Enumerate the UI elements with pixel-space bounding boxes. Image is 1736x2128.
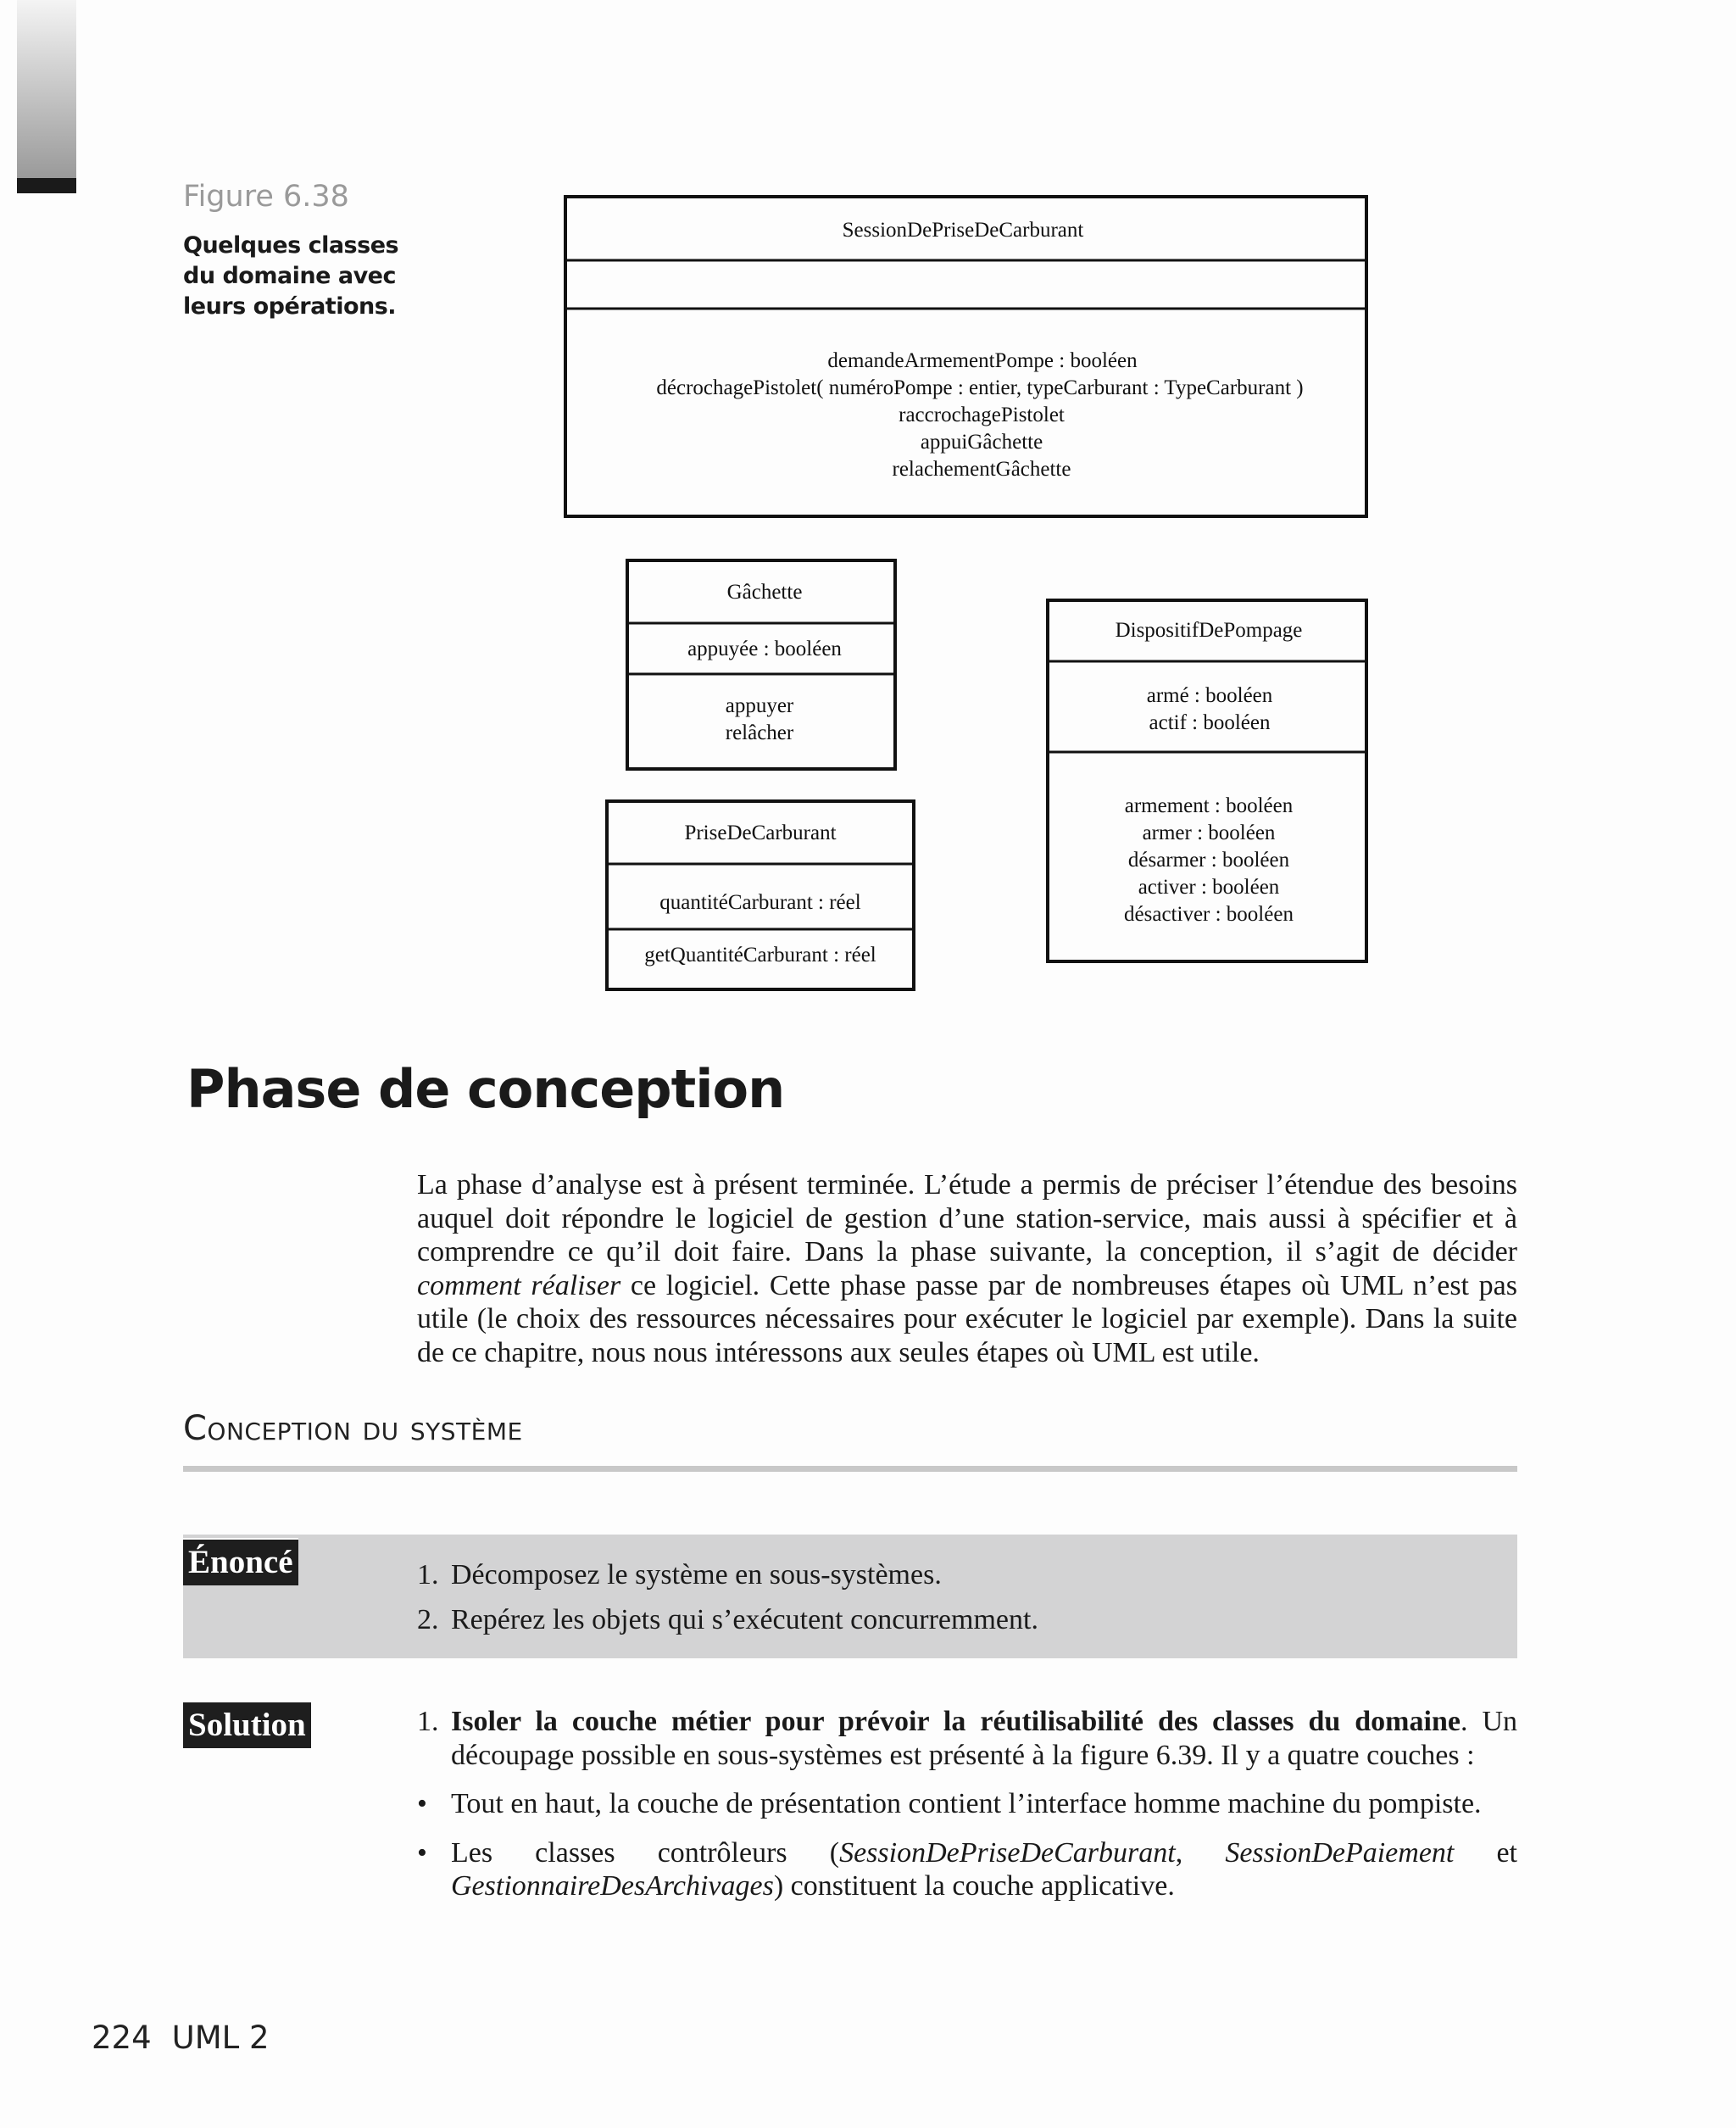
intro-text: La phase d’analyse est à présent terminée. L’étude a permis de préciser l’étendue des besoins auquel doit répondre le logiciel de gestion d’une station-service, mais aussi à spécifier et à comprendre ce qu’il doit faire. Dans la phase suivante, la conception, il s’agit de décider bbox=[417, 1169, 1517, 1268]
list-number: 1. bbox=[417, 1559, 439, 1590]
bullet-text-emphasis: GestionnaireDesArchivages bbox=[451, 1870, 774, 1902]
bullet-item bbox=[417, 1836, 1517, 1903]
class-operation: armer : booléen bbox=[1142, 822, 1276, 844]
intro-paragraph bbox=[417, 1168, 1517, 1370]
list-text: Décomposez le système en sous-systèmes. bbox=[451, 1559, 942, 1590]
class-operation: demandeArmementPompe : booléen bbox=[827, 349, 1138, 372]
enonce-tag: Énoncé bbox=[183, 1538, 298, 1585]
bullet-text bbox=[451, 1836, 1517, 1903]
class-name: SessionDePriseDeCarburant bbox=[842, 219, 1084, 242]
list-item bbox=[417, 1558, 1494, 1592]
intro-text: ce logiciel. Cette phase passe par de nombreuses étapes où UML n’est pas utile (le choix des ressources nécessaires pour exécuter le logiciel par exemple). Dans la suite de ce chapitre, nous nous intéressons aux seules étapes où UML est utile. bbox=[417, 1269, 1517, 1368]
list-text-rest: . Un découpage possible en sous-systèmes est présenté à la figure 6.39. Il y a quatre couches : bbox=[451, 1706, 1517, 1771]
class-name: Gâchette bbox=[726, 581, 803, 604]
class-operation: getQuantitéCarburant : réel bbox=[644, 944, 876, 967]
class-operation: appuyer bbox=[725, 694, 794, 717]
page-footer bbox=[92, 2019, 290, 2056]
class-operation: armement : booléen bbox=[1124, 794, 1294, 817]
class-name: PriseDeCarburant bbox=[684, 822, 837, 844]
class-operation: activer : booléen bbox=[1138, 876, 1280, 899]
figure-caption-line: du domaine avec bbox=[183, 263, 397, 289]
bullet-text-part: Les classes contrôleurs ( bbox=[451, 1836, 840, 1869]
bullet-text-part: , bbox=[1175, 1836, 1226, 1869]
list-text bbox=[451, 1705, 1517, 1772]
subsection-title: Conception du système bbox=[183, 1409, 523, 1448]
class-operation: désarmer : booléen bbox=[1127, 849, 1290, 872]
class-attribute: armé : booléen bbox=[1146, 684, 1273, 707]
class-operation: appuiGâchette bbox=[920, 431, 1043, 454]
class-operation: relachementGâchette bbox=[892, 458, 1071, 481]
list-number: 2. bbox=[417, 1603, 439, 1635]
class-name: DispositifDePompage bbox=[1115, 619, 1303, 642]
subsection-rule bbox=[183, 1466, 1517, 1472]
page-number: 224 bbox=[92, 2019, 152, 2056]
bullet-item bbox=[417, 1787, 1517, 1821]
class-attribute: appuyée : booléen bbox=[687, 638, 842, 660]
list-item bbox=[417, 1603, 1494, 1637]
class-operation: raccrochagePistolet bbox=[899, 404, 1065, 426]
class-attribute: quantitéCarburant : réel bbox=[659, 891, 861, 914]
bullet-text-part: ) constituent la couche applicative. bbox=[773, 1870, 1175, 1902]
figure-label: Figure 6.38 bbox=[183, 180, 349, 214]
bullet-text-emphasis: SessionDePaiement bbox=[1225, 1836, 1455, 1869]
bullet-text-part: et bbox=[1454, 1836, 1517, 1869]
solution-list bbox=[417, 1705, 1517, 1903]
class-session bbox=[565, 197, 1366, 516]
list-text: Repérez les objets qui s’exécutent concurremment. bbox=[451, 1603, 1038, 1635]
uml-class-diagram bbox=[0, 0, 1736, 1043]
bullet-mark: • bbox=[417, 1836, 427, 1869]
class-prise bbox=[607, 801, 914, 989]
list-number: 1. bbox=[417, 1706, 439, 1737]
bullet-mark: • bbox=[417, 1788, 427, 1820]
intro-emphasis: comment réaliser bbox=[417, 1269, 621, 1301]
bullet-text: Tout en haut, la couche de présentation contient l’interface homme machine du pompiste. bbox=[451, 1788, 1482, 1820]
class-gachette bbox=[627, 560, 895, 769]
book-title: UML 2 bbox=[171, 2019, 270, 2056]
figure-caption-line: leurs opérations. bbox=[183, 293, 397, 320]
list-text-bold: Isoler la couche métier pour prévoir la réutilisabilité des classes du domaine bbox=[451, 1706, 1461, 1737]
solution-tag: Solution bbox=[183, 1701, 311, 1748]
bullet-text-emphasis: SessionDePriseDeCarburant bbox=[839, 1836, 1176, 1869]
class-operation: désactiver : booléen bbox=[1124, 903, 1294, 926]
class-operation: relâcher bbox=[725, 721, 794, 744]
list-item bbox=[417, 1705, 1517, 1772]
class-operation: décrochagePistolet( numéroPompe : entier, typeCarburant : TypeCarburant ) bbox=[656, 376, 1304, 399]
section-title: Phase de conception bbox=[186, 1058, 785, 1120]
enonce-list bbox=[417, 1558, 1494, 1636]
class-dispositif bbox=[1048, 600, 1366, 961]
figure-caption-line: Quelques classes bbox=[183, 232, 399, 259]
class-attribute: actif : booléen bbox=[1149, 711, 1271, 734]
